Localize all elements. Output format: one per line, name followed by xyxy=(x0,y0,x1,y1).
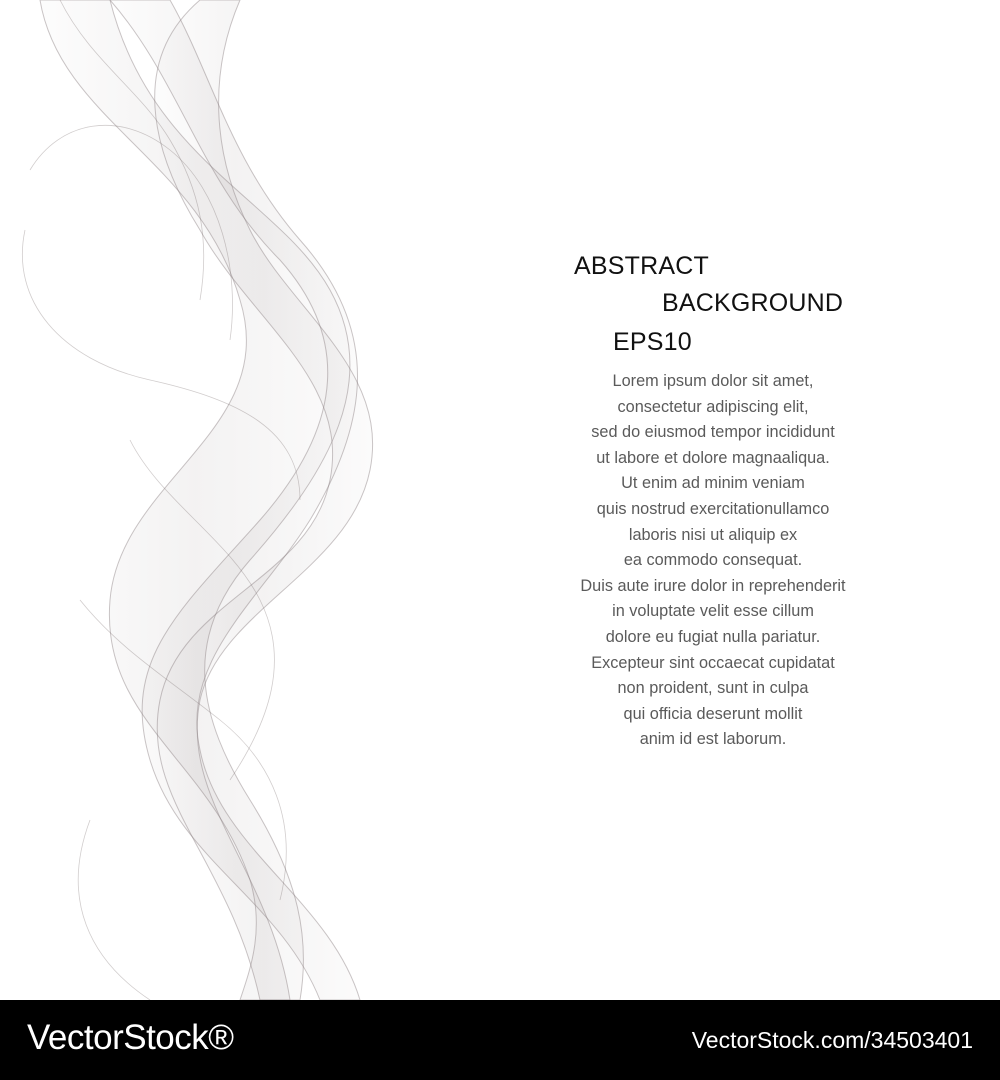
heading-line-background: BACKGROUND xyxy=(662,289,844,317)
body-line: Ut enim ad minim veniam xyxy=(621,474,805,493)
body-line: laboris nisi ut aliquip ex xyxy=(628,525,798,544)
body-line: Lorem ipsum dolor sit amet, xyxy=(612,372,814,390)
body-line: quis nostrud exercitationullamco xyxy=(596,499,830,518)
body-line: non proident, sunt in culpa xyxy=(617,679,809,698)
body-line: consectetur adipiscing elit, xyxy=(617,397,809,416)
body-line: Duis aute irure dolor in reprehenderit xyxy=(580,576,846,595)
body-line: qui officia deserunt mollit xyxy=(623,704,803,723)
body-line: sed do eiusmod tempor incididunt xyxy=(591,423,835,442)
lorem-ipsum-paragraph xyxy=(540,369,886,753)
body-line: Excepteur sint occaecat cupidatat xyxy=(591,653,835,672)
image-id-url: VectorStock.com/34503401 xyxy=(691,1027,973,1053)
body-line: dolore eu fugiat nulla pariatur. xyxy=(605,627,821,646)
watermark-footer-bar xyxy=(0,1000,1000,1080)
body-line: ea commodo consequat. xyxy=(623,551,803,570)
heading-line-abstract: ABSTRACT xyxy=(574,252,709,280)
body-line: in voluptate velit esse cillum xyxy=(612,602,814,621)
body-line: anim id est laborum. xyxy=(639,730,787,749)
abstract-wave-graphic xyxy=(0,0,420,1000)
vectorstock-logo: VectorStock® xyxy=(27,1018,234,1057)
body-line: ut labore et dolore magnaaliqua. xyxy=(596,448,830,467)
heading-line-eps10: EPS10 xyxy=(613,328,692,356)
